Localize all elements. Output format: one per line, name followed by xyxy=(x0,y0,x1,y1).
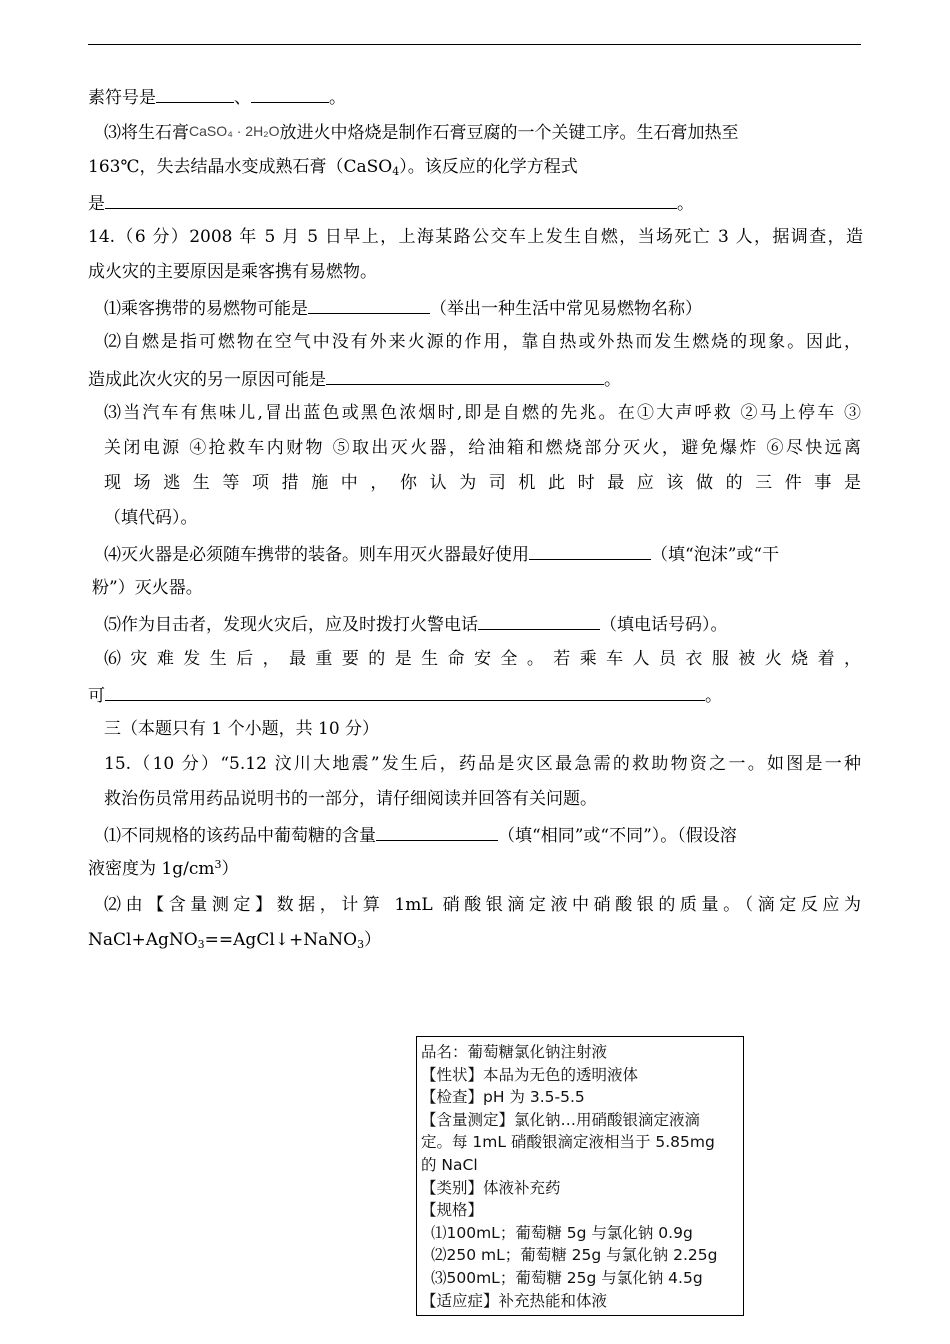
q14-3-b: 关闭电源 ④抢救车内财物 ⑤取出灭火器，给油箱和燃烧部分灭火，避免爆炸 ⑥尽快远离 xyxy=(104,438,861,458)
label-assay-1: 【含量测定】氯化钠…用硝酸银滴定液滴 xyxy=(421,1110,701,1129)
label-property: 【性状】本品为无色的透明液体 xyxy=(421,1065,639,1084)
answer-blank[interactable] xyxy=(105,190,677,209)
q14-stem-2: 成火灾的主要原因是乘客携有易燃物。 xyxy=(88,262,377,282)
text: 。 xyxy=(677,194,694,214)
answer-blank[interactable] xyxy=(326,366,604,385)
label-spec-1: ⑴100mL；葡萄糖 5g 与氯化钠 0.9g xyxy=(431,1223,693,1242)
drug-label-box xyxy=(416,1036,744,1316)
q14-6: ⑹ 灾 难 发 生 后 ， 最 重 要 的 是 生 命 安 全 。 若 乘 车 人 员 衣 服 被 火 烧 着 ， xyxy=(104,649,861,669)
text: （填电话号码）。 xyxy=(600,615,728,635)
q14-1 xyxy=(104,295,861,321)
q14-stem: 14.（6 分）2008 年 5 月 5 日早上，上海某路公交车上发生自燃，当场死亡 3 人，据调查，造 xyxy=(88,227,863,247)
text: 、 xyxy=(234,88,251,108)
q14-5 xyxy=(104,611,861,637)
text: 163℃，失去结晶水变成熟石膏（CaSO xyxy=(88,157,393,177)
label-indication: 【适应症】补充热能和体液 xyxy=(421,1291,608,1310)
text: （填“相同”或“不同”）。（假设溶 xyxy=(498,826,737,846)
line-element-symbol xyxy=(88,84,863,110)
text: ⑶将生石膏 xyxy=(104,123,189,143)
text: NaCl+AgNO xyxy=(88,930,198,950)
section-three: 三（本题只有 1 个小题，共 10 分） xyxy=(104,719,380,739)
text: 放进火中烙烧是制作石膏豆腐的一个关键工序。生石膏加热至 xyxy=(279,123,739,143)
answer-blank[interactable] xyxy=(156,84,234,103)
text: 。 xyxy=(329,88,346,108)
q15-stem: 15.（10 分）“5.12 汶川大地震”发生后，药品是灾区最急需的救助物资之一。如图是一种 xyxy=(104,754,861,774)
label-assay-2: 定。每 1mL 硝酸银滴定液相当于 5.85mg xyxy=(421,1133,715,1152)
q14-2-b xyxy=(88,366,863,392)
text: （举出一种生活中常见易燃物名称） xyxy=(430,299,702,319)
label-category: 【类别】体液补充药 xyxy=(421,1178,561,1197)
text: ⑸作为目击者，发现火灾后，应及时拨打火警电话 xyxy=(104,615,478,635)
label-name: 品名：葡萄糖氯化钠注射液 xyxy=(421,1043,608,1061)
text: 。 xyxy=(604,370,621,390)
answer-blank[interactable] xyxy=(105,682,705,701)
q15-2: ⑵由【含量测定】数据，计算 1mL 硝酸银滴定液中硝酸银的质量。（滴定反应为 xyxy=(104,895,861,915)
gypsum-formula: CaSO₄ · 2H₂O xyxy=(189,123,280,139)
text: ） xyxy=(221,859,239,879)
q15-2-equation xyxy=(88,928,863,952)
text: 可 xyxy=(88,686,105,706)
label-spec: 【规格】 xyxy=(421,1201,484,1220)
text: 是 xyxy=(88,194,105,214)
text: ⑴乘客携带的易燃物可能是 xyxy=(104,299,308,319)
q15-1 xyxy=(104,822,861,848)
q15-stem-2: 救治伤员常用药品说明书的一部分，请仔细阅读并回答有关问题。 xyxy=(104,789,597,809)
text: ⑴不同规格的该药品中葡萄糖的含量 xyxy=(104,826,376,846)
subscript: 3 xyxy=(357,938,365,951)
text: ==AgCl↓+NaNO xyxy=(204,930,358,950)
label-assay-3: 的 NaCl xyxy=(421,1155,478,1174)
q14-3-d: （填代码）。 xyxy=(104,508,198,528)
label-spec-3: ⑶500mL；葡萄糖 25g 与氯化钠 4.5g xyxy=(431,1268,703,1287)
q14-3-c: 现 场 逃 生 等 项 措 施 中 ， 你 认 为 司 机 此 时 最 应 该 做 的 三 件 事 是 xyxy=(104,473,861,493)
text: （填“泡沫”或“干 xyxy=(651,545,780,565)
text: 液密度为 1g/cm xyxy=(88,859,215,879)
text: 素符号是 xyxy=(88,88,156,108)
label-spec-2: ⑵250 mL；葡萄糖 25g 与氯化钠 2.25g xyxy=(431,1246,718,1265)
q14-6-b xyxy=(88,682,863,708)
q14-4-b: 粉”）灭火器。 xyxy=(92,578,203,598)
line-equation xyxy=(88,190,863,216)
text: 。 xyxy=(705,686,722,706)
text: ）。该反应的化学方程式 xyxy=(399,157,578,177)
q15-1-b xyxy=(88,857,863,881)
header-rule xyxy=(88,44,861,45)
label-check: 【检查】pH 为 3.5-5.5 xyxy=(421,1088,585,1107)
subscript: 4 xyxy=(392,165,400,178)
answer-blank[interactable] xyxy=(376,822,498,841)
subscript: 3 xyxy=(197,938,205,951)
line-gypsum-2 xyxy=(88,155,863,179)
text: ⑷灭火器是必须随车携带的装备。则车用灭火器最好使用 xyxy=(104,545,529,565)
superscript: 3 xyxy=(214,858,222,871)
q14-4 xyxy=(104,541,861,567)
answer-blank[interactable] xyxy=(308,295,430,314)
text: ） xyxy=(364,930,382,950)
answer-blank[interactable] xyxy=(478,611,600,630)
text: 造成此次火灾的另一原因可能是 xyxy=(88,370,326,390)
answer-blank[interactable] xyxy=(529,541,651,560)
q14-3: ⑶当汽车有焦味儿,冒出蓝色或黑色浓烟时,即是自燃的先兆。在①大声呼救 ②马上停车 ③ xyxy=(104,403,861,423)
q14-2: ⑵自燃是指可燃物在空气中没有外来火源的作用，靠自热或外热而发生燃烧的现象。因此， xyxy=(104,332,861,352)
answer-blank[interactable] xyxy=(251,84,329,103)
line-gypsum xyxy=(104,119,861,145)
